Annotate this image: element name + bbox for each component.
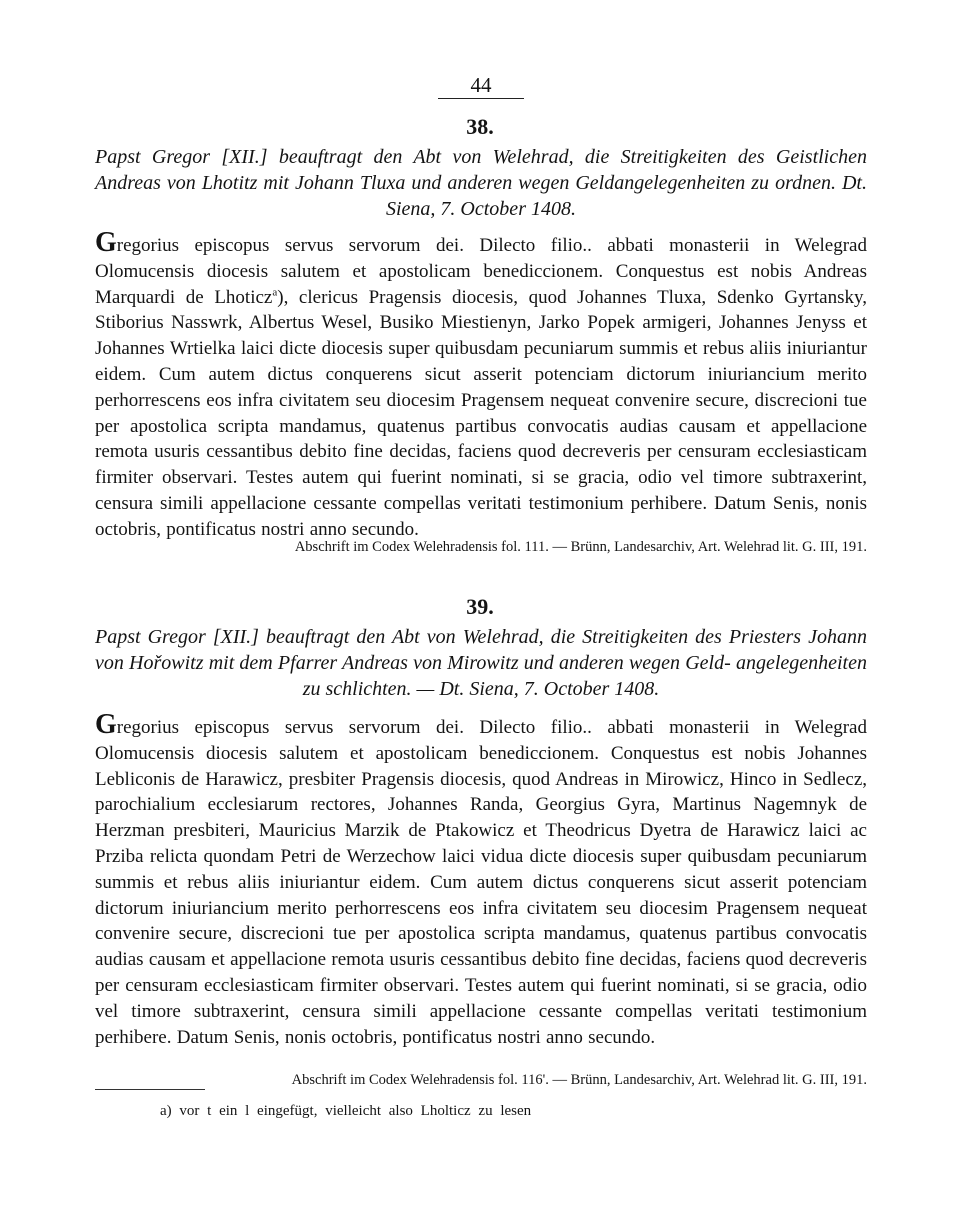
source-note-39: Abschrift im Codex Welehradensis fol. 116'. — Brünn, Landesarchiv, Art. Welehrad lit. G. III, 191. [291, 1072, 867, 1088]
document-text-38 [95, 229, 867, 543]
regest-38: Papst Gregor [XII.] beauftragt den Abt von Welehrad, die Streitigkeiten des Geistlichen Andreas von Lhotitz mit Johann Tluxa und anderen wegen Geldangelegenheiten zu ordnen. Dt. Siena, 7. October 1408. [95, 146, 867, 220]
document-number-38: 38. [466, 114, 494, 139]
page-number-rule [438, 98, 524, 99]
footnote-marker: a [272, 286, 278, 299]
source-note-38: Abschrift im Codex Welehradensis fol. 111. — Brünn, Landesarchiv, Art. Welehrad lit. G. III, 191. [294, 539, 867, 555]
footnote-rule [95, 1089, 205, 1090]
page-number: 44 [470, 73, 492, 97]
document-text-39 [95, 711, 867, 1050]
footnote: a) vor t ein l eingefügt, vielleicht also Lholticz zu lesen [160, 1103, 532, 1119]
document-text-38-part1: regorius episcopus servus servorum dei. Dilecto filio.. abbati monasterii in Welegrad Olomucensis diocesis salutem et apostolicam benediccionem. Conquestus est nobis Andreas Marquardi de Lhoticz [95, 235, 867, 308]
initial-letter: G [95, 227, 117, 258]
document-number-39: 39. [466, 594, 494, 619]
regest-39: Papst Gregor [XII.] beauftragt den Abt von Welehrad, die Streitigkeiten des Priesters Johann von Hořowitz mit dem Pfarrer Andreas von Mirowitz und anderen wegen Geld- angelegenheiten zu schlichten. — Dt. Siena, 7. October 1408. [95, 626, 867, 700]
document-text-38-part2: ), clericus Pragensis diocesis, quod Johannes Tluxa, Sdenko Gyrtansky, Stiborius Nasswrk, Albertus Wesel, Busiko Miestienyn, Jarko Popek armigeri, Johannes Jenyss et Johannes Wrtielka laici dicte diocesis super quibusdam pecuniarum summis et rebus aliis iniuriantur eidem. Cum autem dictus conquerens sicut asserit potenciam dictorum iniuriancium merito perhorrescens eos infra civitatem seu diocesim Pragensem nequeat convenire secure, discrecioni tue per apostolica scripta mandamus, quatenus partibus convocatis audias causam et appellacione remota usuris cessantibus debito fine decidas, faciens quod decreveris per censuram ecclesiasticam firmiter observari. Testes autem qui fuerint nominati, si se gracia, odio vel timore subtraxerint, censura simili appellacione cessante compellas veritati testimonium perhibere. Datum Senis, nonis octobris, pontificatus nostri anno secundo. [95, 286, 868, 540]
document-text-39-body: regorius episcopus servus servorum dei. Dilecto filio.. abbati monasterii in Welegrad Olomucensis diocesis salutem et apostolicam benediccionem. Conquestus est nobis Johannes Lebliconis de Harawicz, presbiter Pragensis diocesis, quod Andreas in Mirowicz, Hinco in Sedlecz, parochialium ecclesiarum rectores, Johannes Randa, Georgius Gyra, Martinus Nagemnyk de Herzman presbiteri, Mauricius Marzik de Ptakowicz et Theodricus Dyetra de Harawicz laici ac Prziba relicta quondam Petri de Werzechow laici vidua dicte diocesis super quibusdam pecuniarum summis et rebus aliis iniuriantur eidem. Cum autem dictus conquerens sicut asserit potenciam dictorum iniuriancium merito perhorrescens eos infra civitatem seu diocesim Pragensem nequeat convenire secure, discrecioni tue per apostolica scripta mandamus, quatenus partibus convocatis audias causam et appellacione remota usuris cessantibus debito fine decidas, faciens quod decreveris per censuram ecclesiasticam firmiter observari. Testes autem qui fuerint nominati, si se gracia, odio vel timore subtraxerint, censura simili appellacione cessante compellas veritati testimonium perhibere. Datum Senis, nonis octobris, pontificatus nostri anno secundo. [95, 717, 867, 1048]
initial-letter: G [95, 709, 117, 740]
